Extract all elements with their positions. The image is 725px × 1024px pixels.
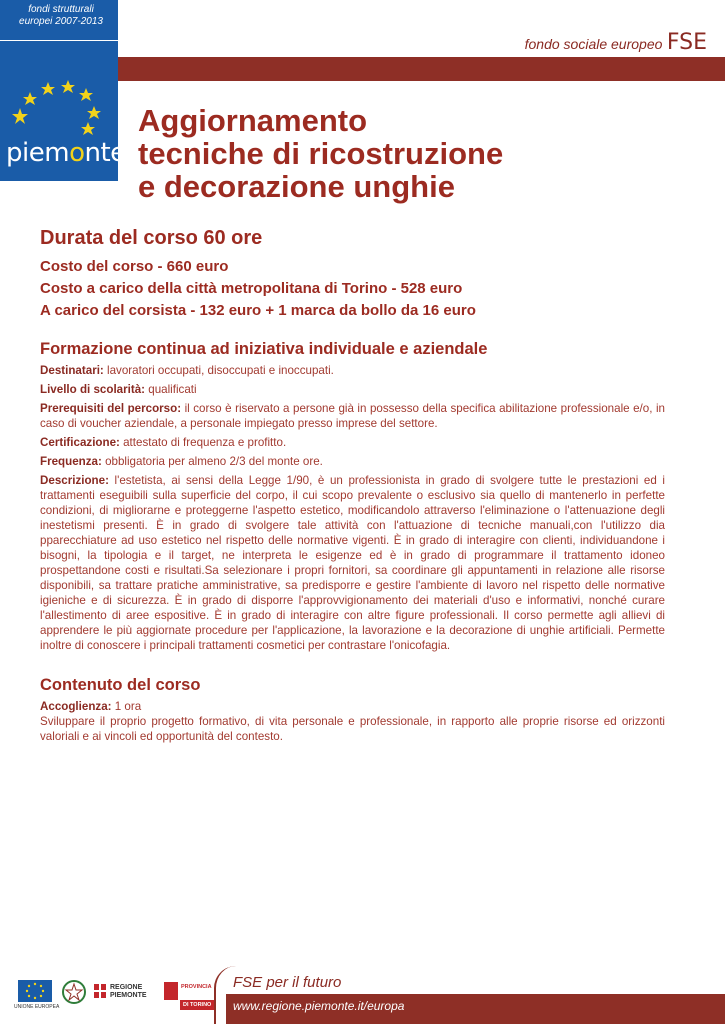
course-info bbox=[40, 227, 680, 322]
title-line1: Aggiornamento bbox=[138, 103, 368, 138]
footer-url-link[interactable]: www.regione.piemonte.it/europa bbox=[233, 999, 405, 1013]
formazione-heading: Formazione continua ad iniziativa individuale e aziendale bbox=[40, 340, 488, 358]
fse-header bbox=[525, 30, 707, 55]
course-duration: Durata del corso 60 ore bbox=[40, 227, 263, 249]
descrizione-label: Descrizione: bbox=[40, 474, 109, 487]
piemonte-text-start: piem bbox=[6, 138, 70, 168]
frequenza-label: Frequenza: bbox=[40, 455, 102, 468]
footer-slogan: FSE per il futuro bbox=[233, 974, 342, 991]
fund-acronym: FSE bbox=[666, 30, 707, 55]
provincia-label bbox=[181, 984, 212, 991]
descrizione bbox=[40, 473, 665, 653]
piemonte-text-end: nte bbox=[84, 138, 126, 168]
accoglienza-label: Accoglienza: bbox=[40, 700, 112, 713]
piemonte-text-o: o bbox=[69, 138, 85, 168]
regione-label bbox=[110, 984, 147, 1000]
student-cost: A carico del corsista - 132 euro + 1 marca da bollo da 16 euro bbox=[40, 302, 476, 319]
title-line3: e decorazione unghie bbox=[138, 169, 455, 204]
footer-logos bbox=[14, 978, 219, 1014]
certificazione-label: Certificazione: bbox=[40, 436, 120, 449]
certificazione bbox=[40, 435, 665, 450]
program-label-line1: fondi strutturali bbox=[28, 4, 94, 15]
regione-line1: REGIONE bbox=[110, 984, 143, 991]
scolarita bbox=[40, 382, 665, 397]
piemonte-logo-text bbox=[6, 138, 126, 168]
fund-name: fondo sociale europeo bbox=[524, 36, 663, 52]
frequenza-text: obbligatoria per almeno 2/3 del monte ore. bbox=[101, 455, 323, 468]
eu-program-logo bbox=[0, 0, 126, 181]
program-label-line2: europei 2007-2013 bbox=[19, 16, 103, 27]
title-line2: tecniche di ricostruzione bbox=[138, 136, 504, 171]
destinatari-label: Destinatari: bbox=[40, 364, 104, 377]
accoglienza-hours: 1 ora bbox=[111, 700, 142, 713]
accoglienza bbox=[40, 699, 665, 714]
scolarita-text: qualificati bbox=[145, 383, 197, 396]
page-title bbox=[138, 104, 698, 203]
provincia-line1: PROVINCIA bbox=[181, 984, 212, 990]
divider bbox=[0, 40, 118, 41]
frequenza bbox=[40, 454, 665, 469]
course-cost: Costo del corso - 660 euro bbox=[40, 258, 229, 275]
metro-cost: Costo a carico della città metropolitana di Torino - 528 euro bbox=[40, 280, 463, 297]
regione-line2: PIEMONTE bbox=[110, 992, 147, 999]
contenuto-heading: Contenuto del corso bbox=[40, 676, 201, 694]
prerequisiti bbox=[40, 401, 665, 431]
prerequisiti-text: il corso è riservato a persone già in possesso della specifica abilitazione professionale e/o, in caso di voucher aziendale, a personale impiegato presso imprese del settore. bbox=[40, 402, 665, 430]
descrizione-text: l'estetista, ai sensi della Legge 1/90, è un professionista in grado di svolgere tutte le prestazioni ed i trattamenti eseguibili sulla superficie del corpo, il cui scopo prevalente o esclusivo sia quello di mantenerlo in perfette condizioni, di migliorarne e proteggerne l'aspetto estetico, modificandolo attraverso l'eliminazione o l'attenuazione degli inestetismi presenti. È in grado di svolgere tale attività con l'attuazione di tecniche manuali,con l'utilizzo dia pparecchiature ad uso estetico nel rispetto delle normative vigenti. È in grado di interagire con clienti, individuandone i bisogni, la tipologia e il target, ne interpreta le esigenze ed è in grado di programmare il trattamento idoneo prospettandone costi e risultati.Sa selezionare i propri fornitori, sa coordinare gli appuntamenti in relazione alle risorse disponibili, sa trattare pratiche amministrative, sa predisporre e gestire l'ambiente di lavoro nel rispetto delle normative igieniche e di sicurezza. È in grado di disporre l'approvvigionamento dei materiali d'uso e informativi, nonché curare l'allestimento di aree espositive. È in grado di interagire con altre figure professionali. Il corso permette agli allievi di apprendere le più aggiornate procedure per l'applicazione, la lavorazione e la decorazione di unghie artificiali. Permette inoltre di conoscere i principali trattamenti cosmetici per contrastare l'onicofagia. bbox=[40, 474, 665, 652]
eu-stars-icon bbox=[8, 78, 108, 138]
contenuto-section bbox=[40, 676, 665, 748]
certificazione-text: attestato di frequenza e profitto. bbox=[119, 436, 287, 449]
destinatari-text: lavoratori occupati, disoccupati e inoccupati. bbox=[103, 364, 334, 377]
destinatari bbox=[40, 363, 665, 378]
scolarita-label: Livello di scolarità: bbox=[40, 383, 146, 396]
program-label bbox=[6, 4, 116, 28]
eu-label: UNIONE EUROPEA bbox=[14, 1004, 60, 1010]
formazione-section bbox=[40, 340, 665, 657]
provincia-label-2: DI TORINO bbox=[183, 1002, 212, 1008]
prerequisiti-label: Prerequisiti del percorso: bbox=[40, 402, 182, 415]
accoglienza-text: Sviluppare il proprio progetto formativo, di vita personale e professionale, in rapporto alle proprie risorse ed orizzonti valoriali e ai vincoli ed opportunità del contesto. bbox=[40, 715, 665, 743]
